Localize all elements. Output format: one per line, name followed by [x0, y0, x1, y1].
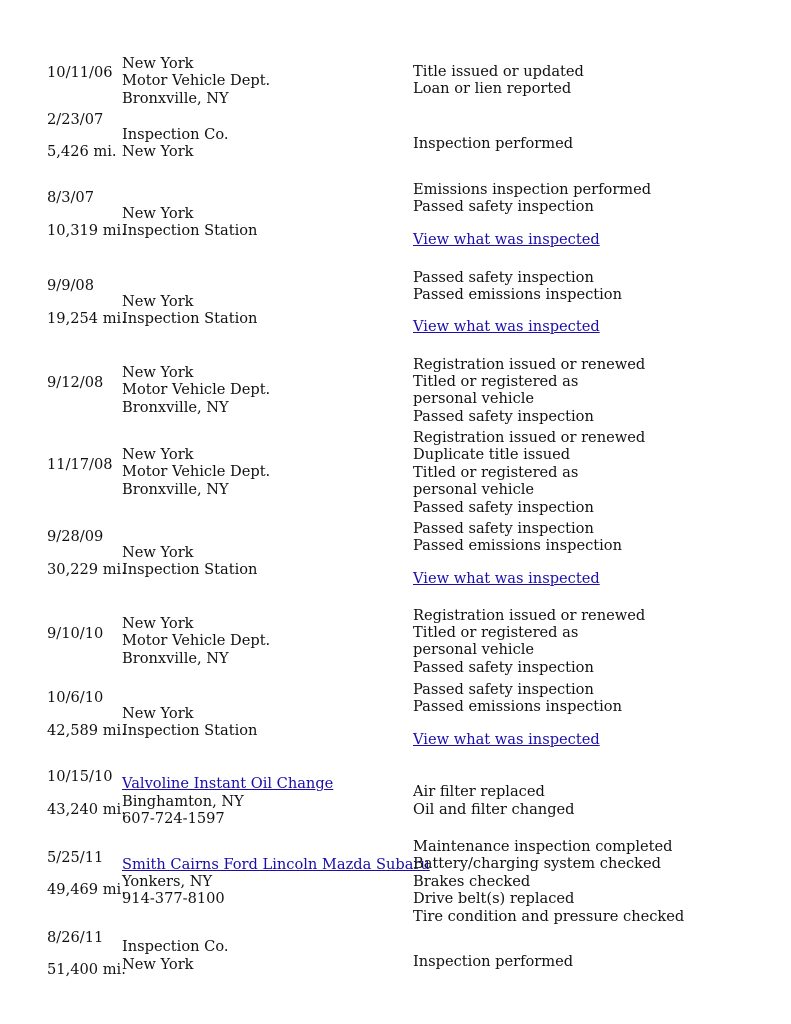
record-source-line: Inspection Station	[122, 310, 258, 327]
record-detail-line: Title issued or updated	[413, 63, 584, 80]
record-date: 10/11/06	[47, 64, 113, 81]
record-date: 9/9/08	[47, 277, 94, 294]
record-detail-line: Passed safety inspection	[413, 499, 594, 516]
service-shop-link[interactable]: Valvoline Instant Oil Change	[122, 775, 334, 792]
record-source-line: Bronxville, NY	[122, 481, 229, 498]
service-shop-link[interactable]: Smith Cairns Ford Lincoln Mazda Subaru	[122, 856, 430, 873]
record-date: 9/12/08	[47, 374, 104, 391]
record-detail-line: Emissions inspection performed	[413, 181, 652, 198]
record-detail-line: Registration issued or renewed	[413, 607, 646, 624]
record-mileage: 19,254 mi.	[47, 310, 126, 327]
record-date: 10/6/10	[47, 689, 104, 706]
record-date: 9/10/10	[47, 625, 104, 642]
record-detail-line: Passed safety inspection	[413, 198, 594, 215]
record-source-line: New York	[122, 205, 194, 222]
record-mileage: 42,589 mi.	[47, 722, 126, 739]
record-source-line: Bronxville, NY	[122, 90, 229, 107]
record-source-line: 607-724-1597	[122, 810, 225, 827]
record-detail-line: Maintenance inspection completed	[413, 838, 673, 855]
view-inspection-link[interactable]: View what was inspected	[413, 570, 600, 587]
record-detail-line: Oil and filter changed	[413, 801, 575, 818]
view-inspection-link[interactable]: View what was inspected	[413, 731, 600, 748]
record-source-line: Motor Vehicle Dept.	[122, 381, 271, 398]
record-mileage: 10,319 mi.	[47, 222, 126, 239]
record-detail-line: Titled or registered as	[413, 373, 579, 390]
record-detail-line: Air filter replaced	[413, 783, 545, 800]
record-detail-line: Passed emissions inspection	[413, 537, 622, 554]
record-source-line: New York	[122, 956, 194, 973]
record-detail-line: Passed safety inspection	[413, 659, 594, 676]
record-detail-line: Loan or lien reported	[413, 80, 572, 97]
record-source-line: New York	[122, 544, 194, 561]
record-source-line: Bronxville, NY	[122, 399, 229, 416]
record-source-line: New York	[122, 364, 194, 381]
record-detail-line: Passed emissions inspection	[413, 698, 622, 715]
record-mileage: 49,469 mi.	[47, 881, 126, 898]
record-source-line: New York	[122, 293, 194, 310]
record-detail-line: Brakes checked	[413, 873, 531, 890]
record-date: 2/23/07	[47, 111, 104, 128]
record-detail-line: Titled or registered as	[413, 464, 579, 481]
record-source-line: New York	[122, 55, 194, 72]
record-source-line: Inspection Station	[122, 222, 258, 239]
record-detail-line: Passed safety inspection	[413, 520, 594, 537]
record-detail-line: Tire condition and pressure checked	[413, 908, 685, 925]
record-source-line: Binghamton, NY	[122, 793, 244, 810]
record-date: 9/28/09	[47, 528, 104, 545]
record-detail-line: Passed safety inspection	[413, 408, 594, 425]
record-source-line: New York	[122, 705, 194, 722]
record-source-line: Inspection Co.	[122, 126, 229, 143]
record-detail-line: Registration issued or renewed	[413, 429, 646, 446]
record-source-line: New York	[122, 446, 194, 463]
record-date: 11/17/08	[47, 456, 113, 473]
record-date: 10/15/10	[47, 768, 113, 785]
record-detail-line: Inspection performed	[413, 135, 574, 152]
record-date: 8/3/07	[47, 189, 94, 206]
record-date: 8/26/11	[47, 929, 104, 946]
record-detail-line: Registration issued or renewed	[413, 356, 646, 373]
record-source-line: 914-377-8100	[122, 890, 225, 907]
view-inspection-link[interactable]: View what was inspected	[413, 231, 600, 248]
record-detail-line: personal vehicle	[413, 481, 535, 498]
record-mileage: 5,426 mi.	[47, 143, 117, 160]
record-source-line: Inspection Co.	[122, 938, 229, 955]
record-source-line: Motor Vehicle Dept.	[122, 72, 271, 89]
record-detail-line: Passed safety inspection	[413, 681, 594, 698]
record-detail-line: Passed safety inspection	[413, 269, 594, 286]
view-inspection-link[interactable]: View what was inspected	[413, 318, 600, 335]
record-detail-line: Drive belt(s) replaced	[413, 890, 575, 907]
record-mileage: 51,400 mi.	[47, 961, 126, 978]
record-mileage: 43,240 mi.	[47, 801, 126, 818]
record-detail-line: Titled or registered as	[413, 624, 579, 641]
record-source-line: Yonkers, NY	[122, 873, 213, 890]
record-mileage: 30,229 mi.	[47, 561, 126, 578]
record-source-line: Motor Vehicle Dept.	[122, 632, 271, 649]
record-detail-line: personal vehicle	[413, 641, 535, 658]
record-source-line: New York	[122, 615, 194, 632]
record-source-line: Inspection Station	[122, 722, 258, 739]
record-date: 5/25/11	[47, 849, 104, 866]
record-source-line: Motor Vehicle Dept.	[122, 463, 271, 480]
record-detail-line: personal vehicle	[413, 390, 535, 407]
record-detail-line: Inspection performed	[413, 953, 574, 970]
record-source-line: New York	[122, 143, 194, 160]
record-detail-line: Battery/charging system checked	[413, 855, 661, 872]
record-detail-line: Duplicate title issued	[413, 446, 571, 463]
record-source-line: Inspection Station	[122, 561, 258, 578]
record-detail-line: Passed emissions inspection	[413, 286, 622, 303]
record-source-line: Bronxville, NY	[122, 650, 229, 667]
